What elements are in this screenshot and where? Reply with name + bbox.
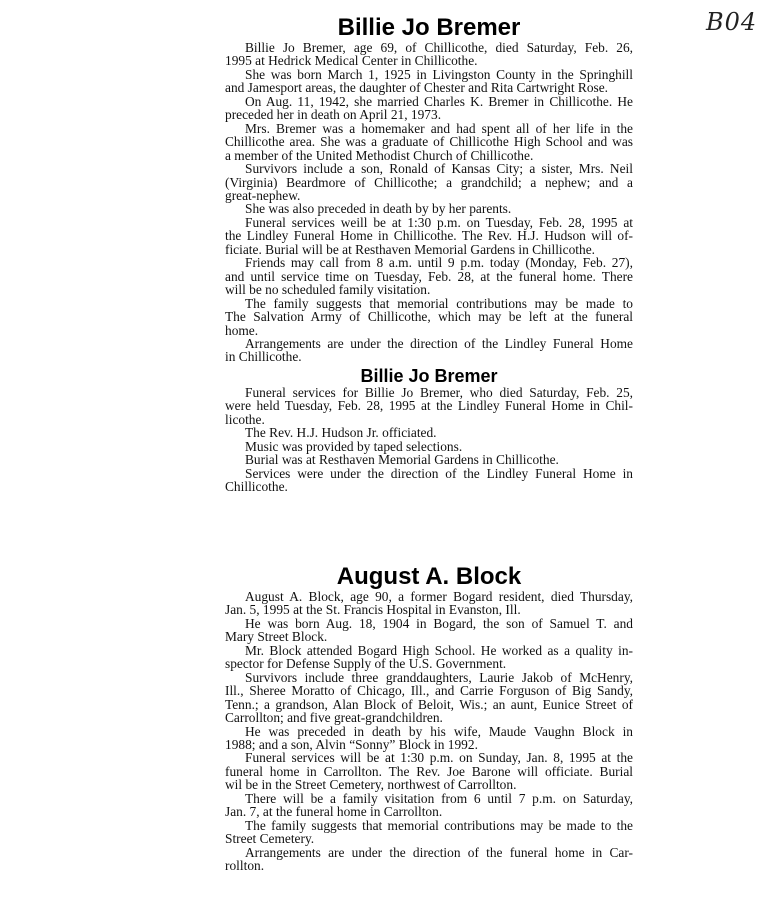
paragraph-line: She was also preceded in death by by her parents. [245, 201, 512, 217]
paragraph-line: The family suggests that memorial contributions may be made to [245, 295, 633, 311]
paragraph-line: and until service time on Tuesday, Feb. 28, at the funeral home. There [225, 268, 633, 284]
paragraph-line: Chillicothe area. She was a graduate of Chillicothe High School and was [225, 134, 633, 150]
paragraph-line: Arrangements are under the direction of the funeral home in Car- [245, 844, 633, 860]
paragraph-line: Services were under the direction of the Lindley Funeral Home in [245, 465, 633, 481]
paragraph-line: Friends may call from 8 a.m. until 9 p.m. today (Monday, Feb. 27), [245, 255, 633, 271]
paragraph-line: and Jamesport areas, the daughter of Chester and Rita Cartwright Rose. [225, 80, 609, 96]
paragraph-line: Chillicothe. [225, 479, 288, 495]
paragraph-line: Tenn.; a grandson, Alan Block of Beloit, Wis.; an aunt, Eunice Street of [225, 696, 633, 712]
obituary-body [225, 386, 633, 494]
paragraph-line: great-nephew. [225, 187, 301, 203]
paragraph-line: preceded her in death on April 21, 1973. [225, 107, 442, 123]
obituary-body [225, 41, 633, 364]
paragraph-line: She was born March 1, 1925 in Livingston County in the Springhill [245, 66, 633, 82]
paragraph-line: The Rev. H.J. Hudson Jr. officiated. [245, 425, 437, 441]
paragraph-line: Funeral services for Billie Jo Bremer, who died Saturday, Feb. 25, [245, 385, 633, 400]
paragraph-line: Funeral services will be at 1:30 p.m. on Sunday, Jan. 8, 1995 at the [245, 750, 633, 766]
obituary-body [225, 590, 633, 873]
paragraph-line: Billie Jo Bremer, age 69, of Chillicothe, died Saturday, Feb. 26, [245, 40, 633, 55]
paragraph-line: Mrs. Bremer was a homemaker and had spent all of her life in the [245, 120, 633, 136]
paragraph-line: On Aug. 11, 1942, she married Charles K. Bremer in Chillicothe. He [245, 93, 633, 109]
funeral-notice-billie-jo-bremer [225, 366, 633, 494]
obituary-title: Billie Jo Bremer [360, 366, 498, 386]
paragraph-line: Burial was at Resthaven Memorial Gardens in Chillicothe. [245, 452, 559, 468]
obituary-title: Billie Jo Bremer [337, 14, 521, 41]
paragraph-line: were held Tuesday, Feb. 28, 1995 at the Lindley Funeral Home in Chil- [225, 398, 633, 414]
paragraph-line: will be no scheduled family visitation. [225, 282, 431, 298]
handwritten-page-mark: B04 [706, 8, 758, 36]
paragraph-line: ficiate. Burial will be at Resthaven Memorial Gardens in Chillicothe. [225, 241, 596, 257]
paragraph-line: rollton. [225, 858, 265, 874]
paragraph-line: Arrangements are under the direction of the Lindley Funeral Home [245, 335, 633, 351]
paragraph-line: home. [225, 322, 259, 338]
paragraph-line: Carrollton; and five great-grandchildren. [225, 710, 443, 726]
paragraph-line: funeral home in Carrollton. The Rev. Joe Barone will officiate. Burial [225, 763, 633, 779]
paragraph-line: Jan. 7, at the funeral home in Carrollton. [225, 804, 443, 820]
paragraph-line: Funeral services weill be at 1:30 p.m. on Tuesday, Feb. 28, 1995 at [245, 214, 633, 230]
paragraph-line: a member of the United Methodist Church of Chillicothe. [225, 147, 534, 163]
paragraph-line: Street Cemetery. [225, 831, 315, 847]
obituary-billie-jo-bremer [225, 15, 633, 364]
paragraph-line: Mary Street Block. [225, 629, 328, 645]
paragraph-line: Mr. Block attended Bogard High School. He worked as a quality in- [245, 642, 633, 658]
obituary-title: August A. Block [336, 563, 522, 590]
paragraph-line: spector for Defense Supply of the U.S. Government. [225, 656, 507, 672]
paragraph-line: Survivors include a son, Ronald of Kansas City; a sister, Mrs. Neil [245, 161, 633, 177]
paragraph-line: (Virginia) Beardmore of Chillicothe; a grandchild; a nephew; and a [225, 174, 633, 190]
paragraph-line: He was preceded in death by his wife, Maude Vaughn Block in [245, 723, 633, 739]
paragraph-line: There will be a family visitation from 6 until 7 p.m. on Saturday, [245, 790, 633, 806]
paragraph-line: Jan. 5, 1995 at the St. Francis Hospital in Evanston, Ill. [225, 602, 521, 618]
paragraph-line: 1988; and a son, Alvin “Sonny” Block in 1992. [225, 736, 478, 752]
paragraph-line: August A. Block, age 90, a former Bogard resident, died Thursday, [245, 589, 633, 604]
paragraph-line: The Salvation Army of Chillicothe, which may be left at the funeral [225, 309, 633, 325]
paragraph-line: The family suggests that memorial contributions may be made to the [245, 817, 633, 833]
paragraph-line: in Chillicothe. [225, 349, 302, 365]
paragraph-line: the Lindley Funeral Home in Chillicothe. The Rev. H.J. Hudson will of- [225, 228, 633, 244]
paragraph-line: 1995 at Hedrick Medical Center in Chillicothe. [225, 53, 478, 69]
paragraph-line: Music was provided by taped selections. [245, 438, 463, 454]
paragraph-line: Survivors include three granddaughters, Laurie Jakob of McHenry, [245, 669, 633, 685]
paragraph-line: licothe. [225, 411, 265, 427]
obituary-august-a-block [225, 564, 633, 873]
paragraph-line: He was born Aug. 18, 1904 in Bogard, the son of Samuel T. and [245, 615, 633, 631]
paragraph-line: Ill., Sheree Moratto of Chicago, Ill., and Carrie Forguson of Big Sandy, [225, 683, 633, 699]
paragraph-line: wil be in the Street Cemetery, northwest of Carrollton. [225, 777, 517, 793]
